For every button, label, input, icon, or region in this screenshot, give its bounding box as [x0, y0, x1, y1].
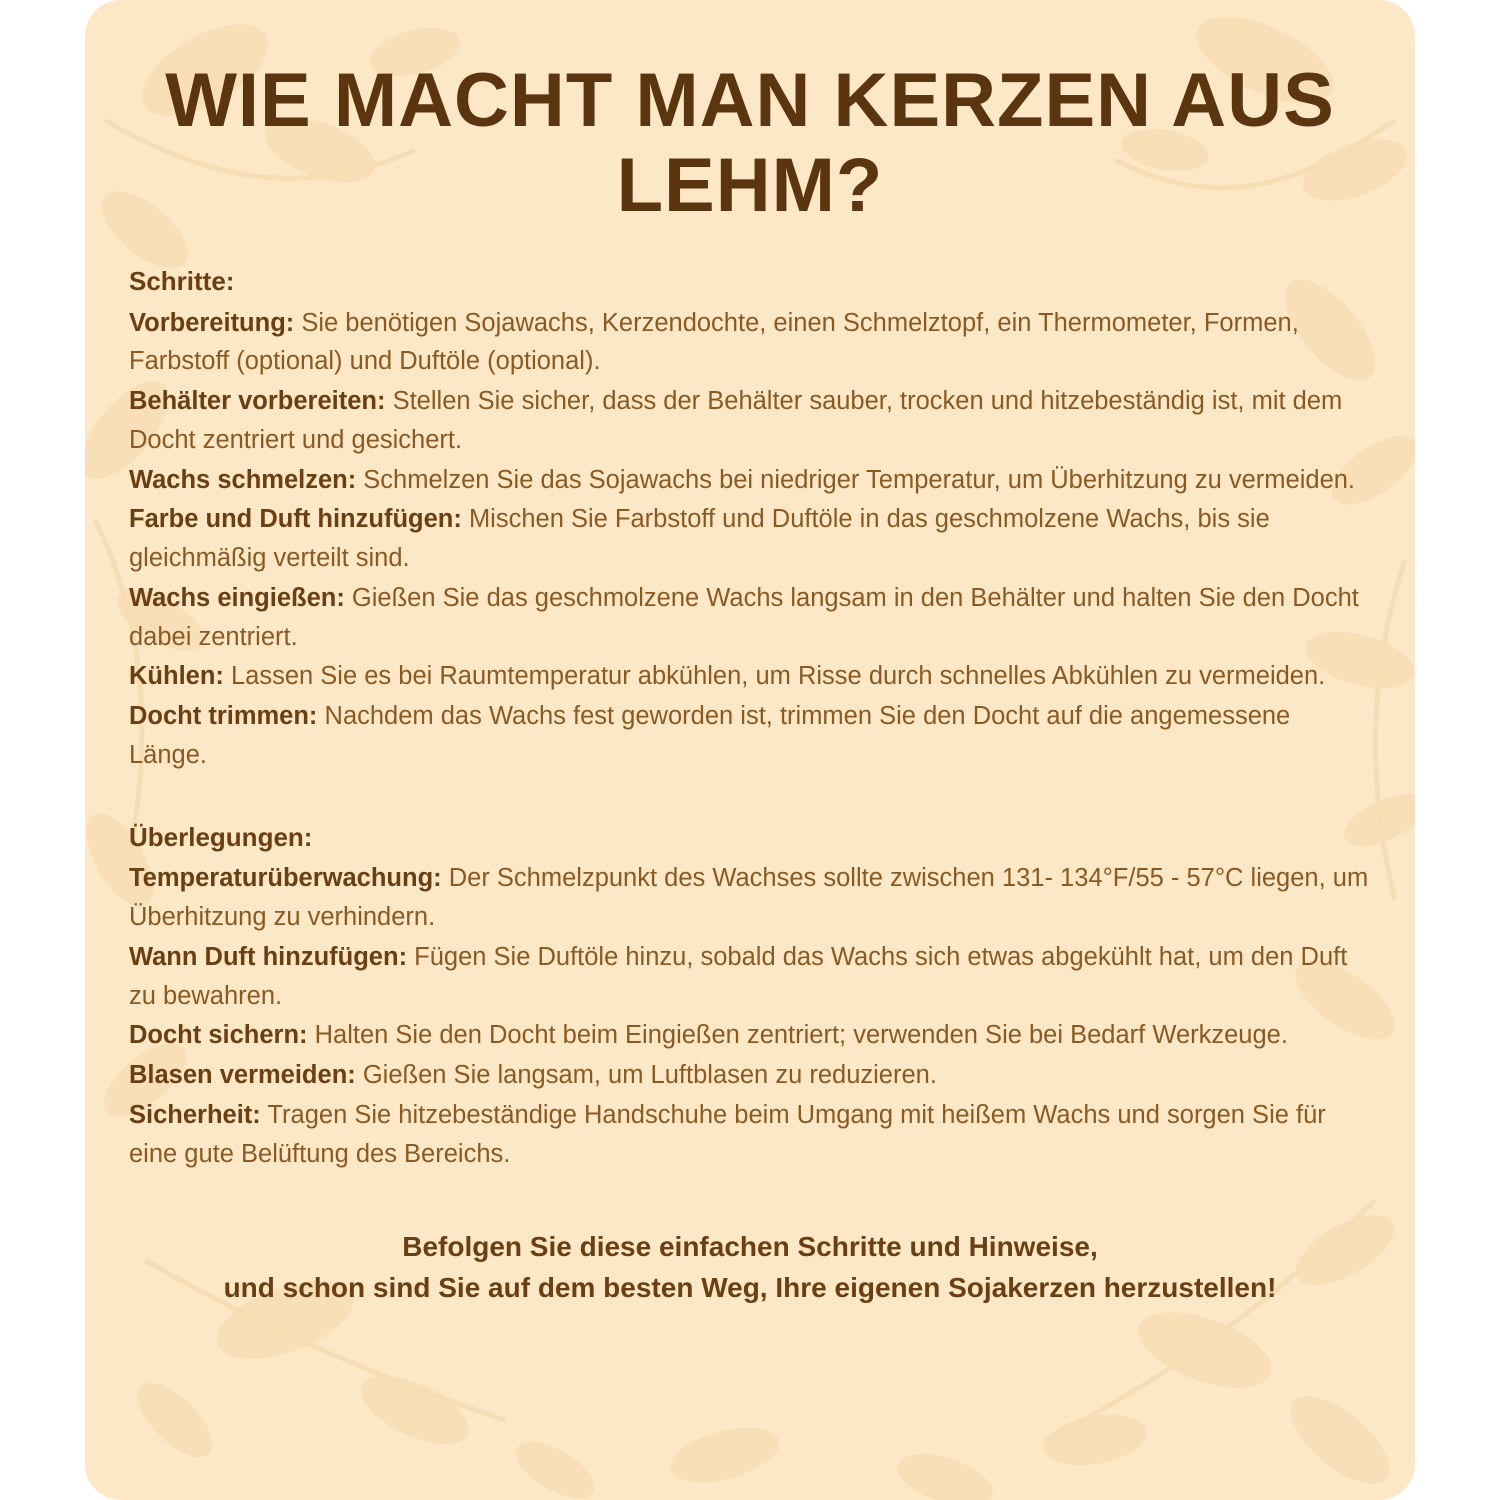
consideration-text: Der Schmelzpunkt des Wachses sollte zwischen 131- 134°F/55 - 57°C liegen, um Überhitzung zu verhindern.	[129, 864, 1369, 931]
closing-line-2: und schon sind Sie auf dem besten Weg, Ihre eigenen Sojakerzen herzustellen!	[223, 1271, 1277, 1303]
step-text: Nachdem das Wachs fest geworden ist, trimmen Sie den Docht auf die angemessene Länge.	[129, 702, 1291, 769]
consideration-item	[129, 1056, 1371, 1095]
considerations-heading: Überlegungen:	[129, 821, 313, 852]
consideration-label: Docht sichern:	[129, 1021, 308, 1050]
step-text: Stellen Sie sicher, dass der Behälter sauber, trocken und hitzebeständig ist, mit dem Docht zentriert und gesichert.	[129, 387, 1343, 454]
step-item	[129, 500, 1371, 578]
article-body	[85, 228, 1415, 1308]
step-text: Gießen Sie das geschmolzene Wachs langsam in den Behälter und halten Sie den Docht dabei zentriert.	[129, 583, 1359, 651]
step-item	[129, 657, 1371, 696]
step-item	[129, 697, 1371, 775]
step-item	[129, 304, 1371, 382]
step-item	[129, 461, 1371, 500]
step-text: Mischen Sie Farbstoff und Duftöle in das geschmolzene Wachs, bis sie gleichmäßig verteilt sind.	[129, 505, 1270, 573]
step-label: Farbe und Duft hinzufügen:	[129, 505, 462, 534]
page-title: WIE MACHT MAN KERZEN AUS LEHM?	[165, 58, 1335, 229]
consideration-item	[129, 1016, 1371, 1055]
consideration-label: Sicherheit:	[129, 1100, 261, 1129]
step-item	[129, 579, 1371, 657]
consideration-text: Tragen Sie hitzebeständige Handschuhe beim Umgang mit heißem Wachs und sorgen Sie für eine gute Belüftung des Bereichs.	[129, 1100, 1326, 1168]
closing-line-1: Befolgen Sie diese einfachen Schritte und Hinweise,	[402, 1231, 1098, 1263]
step-label: Docht trimmen:	[129, 702, 318, 731]
consideration-text: Gießen Sie langsam, um Luftblasen zu reduzieren.	[355, 1061, 937, 1089]
step-text: Sie benötigen Sojawachs, Kerzendochte, einen Schmelztopf, ein Thermometer, Formen, Farbstoff (optional) und Duftöle (optional).	[129, 308, 1299, 376]
consideration-label: Temperaturüberwachung:	[129, 864, 442, 893]
section-spacer	[129, 776, 1371, 818]
consideration-text: Halten Sie den Docht beim Eingießen zentriert; verwenden Sie bei Bedarf Werkzeuge.	[307, 1021, 1288, 1050]
closing-message	[129, 1227, 1371, 1308]
step-label: Vorbereitung:	[129, 308, 295, 337]
consideration-label: Wann Duft hinzufügen:	[129, 942, 408, 971]
consideration-item	[129, 938, 1371, 1016]
steps-heading: Schritte:	[129, 266, 235, 297]
step-item	[129, 382, 1371, 460]
step-text: Schmelzen Sie das Sojawachs bei niedriger Temperatur, um Überhitzung zu vermeiden.	[356, 465, 1356, 494]
consideration-item	[129, 1096, 1371, 1174]
consideration-label: Blasen vermeiden:	[129, 1061, 356, 1089]
card-content	[85, 0, 1415, 1308]
step-label: Kühlen:	[129, 662, 224, 691]
consideration-text: Fügen Sie Duftöle hinzu, sobald das Wachs sich etwas abgekühlt hat, um den Duft zu bewahren.	[129, 942, 1348, 1010]
step-label: Behälter vorbereiten:	[129, 387, 386, 416]
step-text: Lassen Sie es bei Raumtemperatur abkühlen, um Risse durch schnelles Abkühlen zu vermeiden.	[223, 662, 1326, 691]
step-label: Wachs eingießen:	[129, 583, 345, 612]
consideration-item	[129, 859, 1371, 937]
step-label: Wachs schmelzen:	[129, 465, 357, 494]
infographic-card	[85, 0, 1415, 1500]
